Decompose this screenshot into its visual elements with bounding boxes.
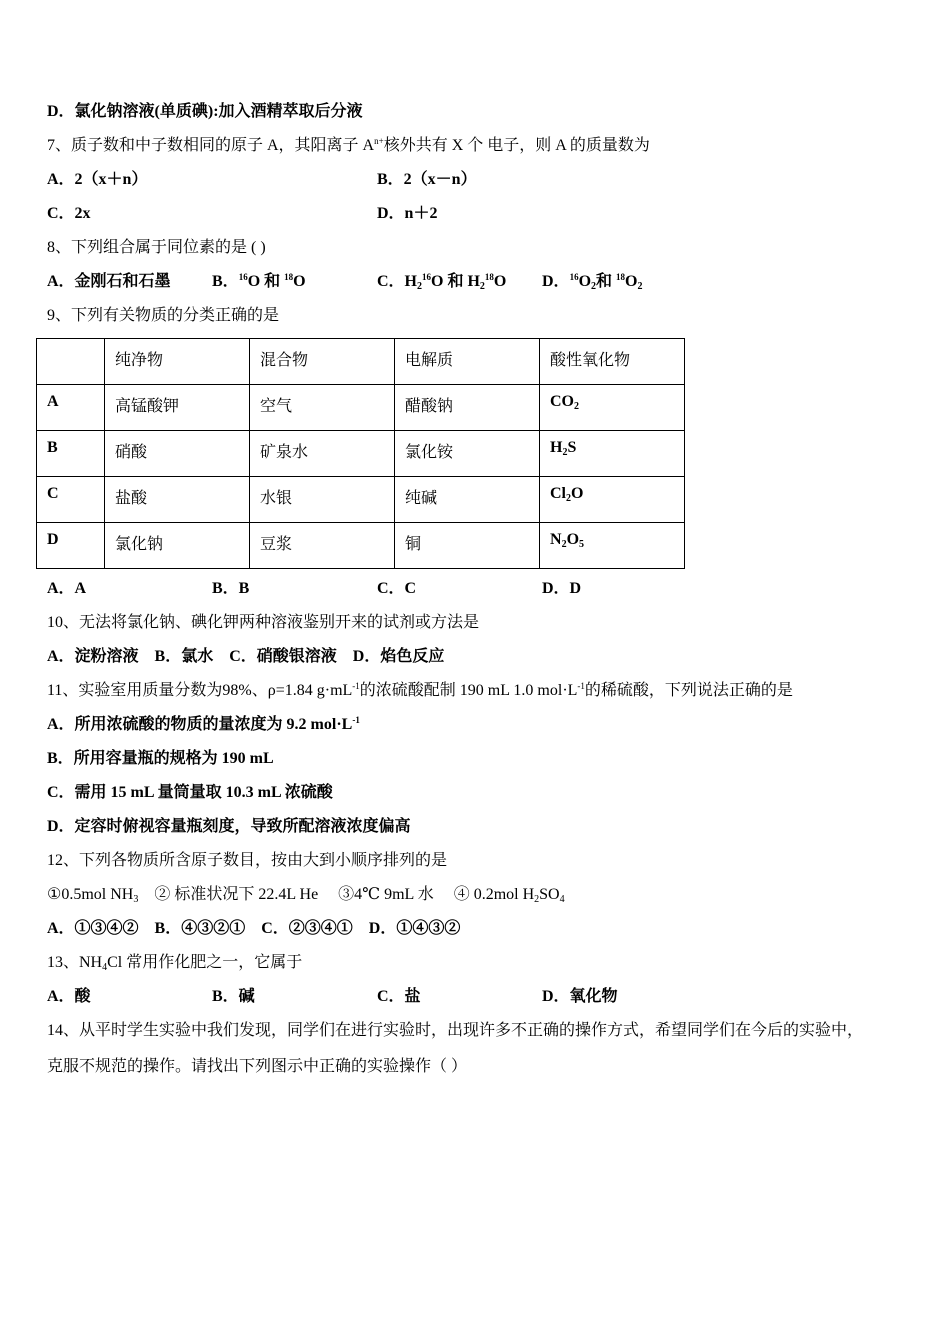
header-cell: [37, 339, 105, 385]
table-cell: $N_2O_5$: [540, 523, 685, 569]
table-cell: $H_2S$: [540, 431, 685, 477]
row-label: C: [37, 477, 105, 523]
q13-stem: 13、$NH_4Cl$ 常用作化肥之一，它属于: [47, 954, 303, 973]
table-row: [37, 431, 685, 477]
q10-stem: 10、无法将氯化钠、碘化钾两种溶液鉴别开来的试剂或方法是: [47, 614, 480, 631]
table-cell: 豆浆: [250, 523, 395, 569]
header-cell: 酸性氧化物: [540, 339, 685, 385]
table-cell: 矿泉水: [250, 431, 395, 477]
q13-option-d: D．氧化物: [542, 988, 618, 1005]
q8-option-a: A．金刚石和石墨: [47, 273, 171, 290]
q8-stem: 8、下列组合属于同位素的是 ( ): [47, 239, 266, 256]
table-cell: 硝酸: [105, 431, 250, 477]
row-label: B: [37, 431, 105, 477]
table-row: [37, 477, 685, 523]
q8-option-c: C．$H_2^{16}O$ 和 $H_2^{18}O$: [377, 272, 507, 292]
table-cell: 醋酸钠: [395, 385, 540, 431]
q7-option-b: B．2（x－n）: [377, 171, 477, 188]
table-header-row: [37, 339, 685, 385]
table-cell: 铜: [395, 523, 540, 569]
q13-option-a: A．酸: [47, 988, 91, 1005]
table-cell: 高锰酸钾: [105, 385, 250, 431]
q11-option-d: D．定容时俯视容量瓶刻度，导致所配溶液浓度偏高: [47, 818, 411, 835]
q11-option-c: C．需用 15 mL 量筒量取 10.3 mL 浓硫酸: [47, 784, 333, 801]
q7-sup: n+: [374, 136, 384, 146]
table-row: [37, 523, 685, 569]
q7-stem-text: 7、质子数和中子数相同的原子 A，其阳离子 A: [47, 137, 375, 154]
classification-table: [36, 338, 685, 569]
q12-stem: 12、下列各物质所含原子数目，按由大到小顺序排列的是: [47, 852, 448, 869]
q8-option-b: B．$^{16}$O 和 $^{18}$O: [212, 272, 306, 290]
table-cell: 氯化铵: [395, 431, 540, 477]
header-cell: 纯净物: [105, 339, 250, 385]
q12-options: A．①③④② B．④③②① C．②③④① D．①④③②: [47, 920, 461, 937]
q9-stem: 9、下列有关物质的分类正确的是: [47, 307, 280, 324]
table-cell: 纯碱: [395, 477, 540, 523]
q13-option-c: C．盐: [377, 988, 421, 1005]
q8-option-d: D．$^{16}O_2$和 $^{18}O_2$: [542, 272, 643, 292]
table-cell: $Cl_2O$: [540, 477, 685, 523]
q14-stem-line1: 14、从平时学生实验中我们发现，同学们在进行实验时，出现许多不正确的操作方式，希望同学们在今后的实验中，: [47, 1022, 864, 1039]
q9-option-c: C．C: [377, 580, 417, 597]
row-label: A: [37, 385, 105, 431]
table-cell: 盐酸: [105, 477, 250, 523]
table-row: [37, 385, 685, 431]
q11-option-a: A．所用浓硫酸的物质的量浓度为 9.2 $mol\cdot L^{-1}$: [47, 715, 360, 733]
header-cell: 混合物: [250, 339, 395, 385]
q9-option-d: D．D: [542, 580, 582, 597]
table-cell: 水银: [250, 477, 395, 523]
table-cell: $CO_2$: [540, 385, 685, 431]
q7-option-a: A．2（x＋n）: [47, 171, 148, 188]
q13-option-b: B．碱: [212, 988, 255, 1005]
q10-options: A．淀粉溶液 B．氯水 C．硝酸银溶液 D．焰色反应: [47, 648, 445, 665]
row-label: D: [37, 523, 105, 569]
q7-stem: [47, 136, 650, 156]
q6-option-d: D．氯化钠溶液(单质碘):加入酒精萃取后分液: [47, 103, 363, 120]
q9-option-a: A．A: [47, 580, 87, 597]
q9-option-b: B．B: [212, 580, 250, 597]
q7-option-d: D．n＋2: [377, 205, 438, 222]
q11-stem: 11、实验室用质量分数为98%、ρ=1.84 $g\cdot mL^{-1}$的浓硫酸配制 190 mL 1.0 $mol\cdot L^{-1}$的稀硫酸，下列说法正确的是: [47, 681, 793, 699]
q11-option-b: B．所用容量瓶的规格为 190 mL: [47, 750, 274, 767]
q12-items: ①0.5mol $NH_3$ ② 标准状况下 22.4L He ③4℃ 9mL 水 ④ 0.2mol $H_2SO_4$: [47, 886, 565, 905]
table-cell: 氯化钠: [105, 523, 250, 569]
q7-stem-text2: 核外共有 X 个 电子，则 A 的质量数为: [383, 137, 650, 154]
q14-stem-line2: 克服不规范的操作。请找出下列图示中正确的实验操作（ ）: [47, 1058, 468, 1075]
header-cell: 电解质: [395, 339, 540, 385]
table-cell: 空气: [250, 385, 395, 431]
q7-option-c: C．2x: [47, 205, 91, 222]
